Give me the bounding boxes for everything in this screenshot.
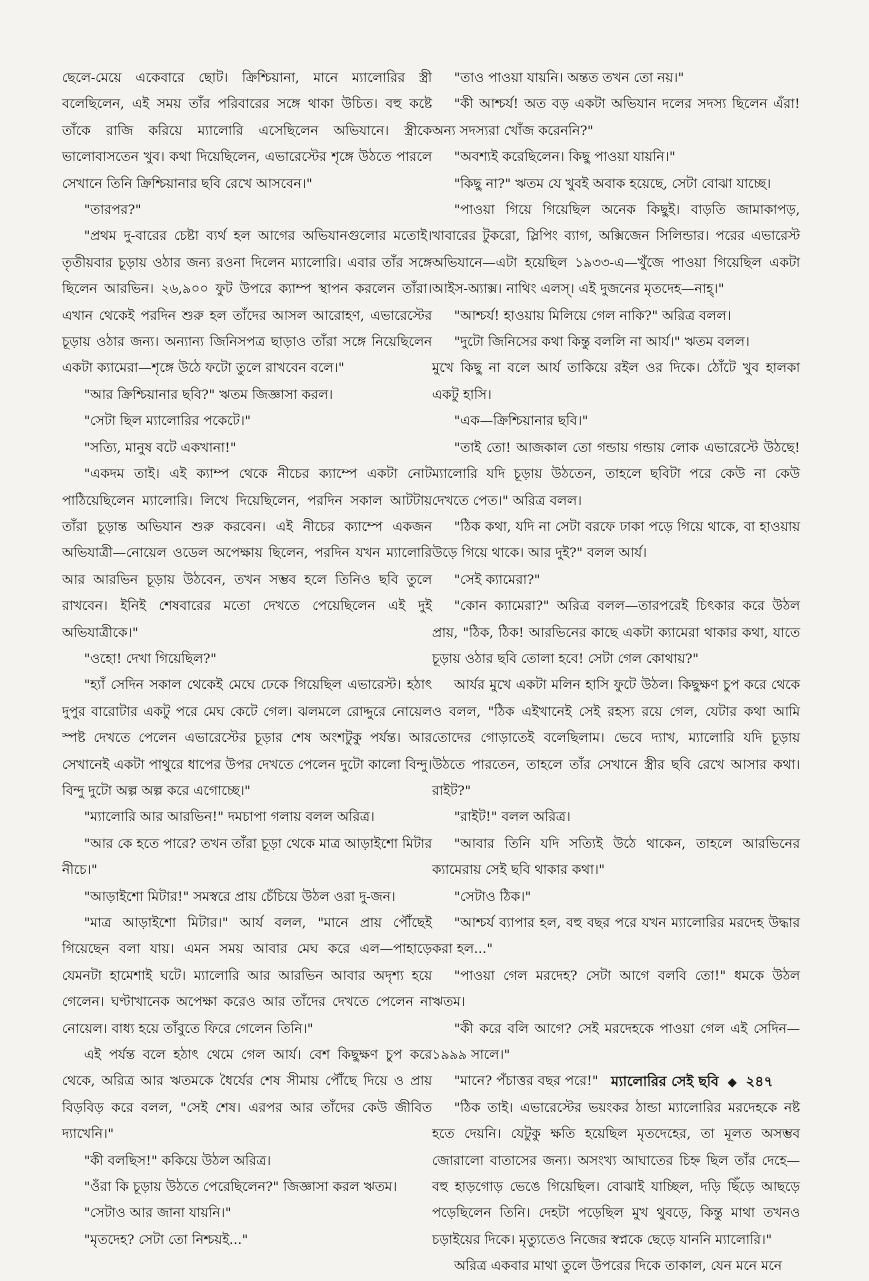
paragraph: "হ্যাঁ সেদিন সকাল থেকেই মেঘে ঢেকে গিয়েছিল এভারেস্ট। হঠাৎ দুপুর বারোটার একটু পরে মেঘ কেটে গেল। ঝলমলে রোদ্দুরে নোয়েল স্পষ্ট দেখতে পেলেন এভারেস্টের চূড়ার শেষ অংশটুকু পর্যন্ত। আর সেখানেই একটা পাথুরে ধাপের উপর দেখতে পেলেন দুটো কালো বিন্দু। বিন্দু দুটো অল্প অল্প করে এগোচ্ছে।": [62, 678, 432, 799]
paragraph: "আশ্চর্য! হাওয়ায় মিলিয়ে গেল নাকি?" অরিত্র বলল।: [454, 308, 732, 324]
left-text-column: [62, 66, 432, 1254]
right-text-column: [432, 66, 800, 1281]
paragraph: "আশ্চর্য ব্যাপার হল, বহু বছর পরে যখন ম্যালোরির মরদেহ উদ্ধার করা হল...": [432, 916, 800, 958]
paragraph: "তাই তো! আজকাল তো গন্ডায় গন্ডায় লোক এভারেস্টে উঠছে! ম্যালোরি যদি চূড়ায় উঠতেন, তাহলে ছবিটা পরে কেউ না কেউ দেখতে পেত।" অরিত্র বলল।: [432, 440, 800, 509]
paragraph: "ওঁরা কি চূড়ায় উঠতে পেরেছিলেন?" জিজ্ঞাসা করল ঋতম।: [84, 1180, 398, 1196]
paragraph: "কিছু না?" ঋতম যে খুবই অবাক হয়েছে, সেটা বোঝা যাচ্ছে।: [454, 176, 771, 192]
paragraph: "আড়াইশো মিটার!" সমস্বরে প্রায় চেঁচিয়ে উঠল ওরা দু-জন।: [84, 889, 396, 905]
paragraph: "মৃতদেহ? সেটা তো নিশ্চয়ই...": [84, 1232, 249, 1248]
paragraph: "ঠিক তাই। এভারেস্টের ভয়ংকর ঠান্ডা ম্যালোরির মরদেহকে নষ্ট হতে দেয়নি। যেটুকু ক্ষতি হয়েছিল মৃতদেহের, তা মূলত অসম্ভব জোরালো বাতাসের জন্য। অসংখ্য আঘাতের চিহ্ন ছিল তাঁর দেহে—বহু হাড়গোড় ভেঙে গিয়েছিল। বোঝাই যাচ্ছিল, দড়ি ছিঁড়ে আছড়ে পড়েছিলেন তিনি। দেহটা পড়েছিল মুখ থুবড়ে, কিন্তু মাথা তখনও চড়াইয়ের দিকে। মৃত্যুতেও নিজের স্বপ্নকে ছেড়ে যাননি ম্যালোরি।": [432, 1100, 800, 1248]
paragraph: "কী বলছিস!" ককিয়ে উঠল অরিত্র।: [84, 1153, 271, 1169]
paragraph: "একদম তাই। এই ক্যাম্প থেকে নীচের ক্যাম্পে একটা নোট পাঠিয়েছিলেন ম্যালোরি। লিখে দিয়েছিলেন, পরদিন সকাল আটটায় তাঁরা চূড়ান্ত অভিযান শুরু করবেন। এই নীচের ক্যাম্পে একজন অভিযাত্রী—নোয়েল ওডেল অপেক্ষায় ছিলেন, পরদিন যখন ম্যালোরি আর আরভিন চূড়ায় উঠবেন, তখন সম্ভব হলে তিনিও ছবি তুলে রাখবেন। ইনিই শেষবারের মতো দেখতে পেয়েছিলেন এই দুই অভিযাত্রীকে।": [62, 467, 432, 641]
paragraph: "আর ক্রিশ্চিয়ানার ছবি?" ঋতম জিজ্ঞাসা করল।: [84, 387, 333, 403]
paragraph: "সেই ক্যামেরা?": [454, 572, 541, 588]
paragraph: "এক—ক্রিশ্চিয়ানার ছবি।": [454, 414, 589, 430]
paragraph: "ওহো! দেখা গিয়েছিল?": [84, 651, 217, 667]
paragraph: "কী করে বলি আগে? সেই মরদেহকে পাওয়া গেল এই সেদিন—১৯৯৯ সালে।": [432, 1021, 800, 1064]
paragraph: "প্রথম দু-বারের চেষ্টা ব্যর্থ হল আগের অভিযানগুলোর মতোই। তৃতীয়বার চূড়ায় ওঠার জন্য রওনা দিলেন ম্যালোরি। এবার তাঁর সঙ্গে ছিলেন আরভিন। ২৬,৯০০ ফুট উপরে ক্যাম্প স্থাপন করলেন তাঁরা। এখান থেকেই পরদিন শুরু হল তাঁদের আসল আরোহণ, এভারেস্টের চূড়ায় ওঠার জন্য। অন্যান্য জিনিসপত্র ছাড়াও তাঁরা সঙ্গে নিয়েছিলেন একটা ক্যামেরা—শৃঙ্গে উঠে ফটো তুলে রাখবেন বলে।": [62, 229, 432, 377]
diamond-icon: ◆: [727, 1075, 737, 1089]
paragraph: "ঠিক কথা, যদি না সেটা বরফে ঢাকা পড়ে গিয়ে থাকে, বা হাওয়ায় উড়ে গিয়ে থাকে। আর দুই?" বলল আর্য।: [432, 519, 800, 562]
paragraph: "মানে? পঁচাত্তর বছর পরে!": [454, 1074, 599, 1090]
paragraph: ছেলে-মেয়ে একেবারে ছোট। ক্রিশ্চিয়ানা, মানে ম্যালোরির স্ত্রী বলেছিলেন, এই সময় তাঁর পরিবারের সঙ্গে থাকা উচিত। বহু কষ্টে তাঁকে রাজি করিয়ে ম্যালোরি এসেছিলেন অভিযানে। স্ত্রীকে ভালোবাসতেন খুব। কথা দিয়েছিলেন, এভারেস্টের শৃঙ্গে উঠতে পারলে সেখানে তিনি ক্রিশ্চিয়ানার ছবি রেখে আসবেন।": [62, 71, 432, 192]
paragraph: মুখে কিছু না বলে আর্য তাকিয়ে রইল ওর দিকে। ঠোঁটে খুব হালকা একটু হাসি।: [432, 361, 800, 403]
paragraph: "সেটাও ঠিক।": [454, 889, 532, 905]
paragraph: "সেটাও আর জানা যায়নি।": [84, 1206, 232, 1222]
paragraph: "আবার তিনি যদি সত্যিই উঠে থাকেন, তাহলে আরভিনের ক্যামেরায় সেই ছবি থাকার কথা।": [432, 836, 800, 879]
paragraph: আর্যর মুখে একটা মলিন হাসি ফুটে উঠল। কিছুক্ষণ চুপ করে থেকে ও বলল, "ঠিক এইখানেই সেই রহস্য রয়ে গেল, যেটার কথা আমি তোদের গোড়াতেই বলেছিলাম। ভেবে দ্যাখ, ম্যালোরি যদি চূড়ায় উঠতে পারতেন, তাহলে তাঁর সেখানে স্ত্রীর ছবি রেখে আসার কথা। রাইট?": [432, 678, 800, 799]
paragraph: "সেটা ছিল ম্যালোরির পকেটে।": [84, 414, 251, 430]
running-title: ম্যালোরির সেই ছবি: [611, 1074, 719, 1090]
page-footer: [611, 1070, 773, 1094]
paragraph: "মাত্র আড়াইশো মিটার।" আর্য বলল, "মানে প্রায় পৌঁছেই গিয়েছেন বলা যায়। এমন সময় আবার মেঘ করে এল—পাহাড়ে যেমনটা হামেশাই ঘটে। ম্যালোরি আর আরভিন আবার অদৃশ্য হয়ে গেলেন। ঘণ্টাখানেক অপেক্ষা করেও আর তাঁদের দেখতে পেলেন না নোয়েল। বাধ্য হয়ে তাঁবুতে ফিরে গেলেন তিনি।": [62, 916, 432, 1037]
paragraph: "তারপর?": [84, 203, 142, 219]
paragraph: "ম্যালোরি আর আরভিন!" দমচাপা গলায় বলল অরিত্র।: [84, 810, 375, 826]
paragraph: "দুটো জিনিসের কথা কিন্তু বললি না আর্য।" ঋতম বলল।: [454, 335, 750, 351]
paragraph: এই পর্যন্ত বলে হঠাৎ থেমে গেল আর্য। বেশ কিছুক্ষণ চুপ করে থেকে, অরিত্র আর ঋতমকে ধৈর্যের শেষ সীমায় পৌঁছে দিয়ে ও প্রায় বিড়বিড় করে বলল, "সেই শেষ। এরপর আর তাঁদের কেউ জীবিত দ্যাখেনি।": [62, 1048, 432, 1143]
paragraph: "আর কে হতে পারে? তখন তাঁরা চূড়া থেকে মাত্র আড়াইশো মিটার নীচে।": [62, 836, 432, 879]
paragraph: "তাও পাওয়া যায়নি। অন্তত তখন তো নয়।": [454, 71, 685, 86]
page-number: ২৪৭: [745, 1074, 773, 1090]
paragraph: "পাওয়া গিয়ে গিয়েছিল অনেক কিছুই। বাড়তি জামাকাপড়, খাবারের টুকরো, স্লিপিং ব্যাগ, অক্সিজেন সিলিন্ডার। পরের এভারেস্ট অভিযানে—এটা হয়েছিল ১৯৩৩-এ—খুঁজে পাওয়া গিয়েছিল একটা আইস-অ্যাক্স। নাথিং এলস্। এই দুজনের মৃতদেহ—নাহ্।": [432, 203, 800, 298]
paragraph: "সত্যি, মানুষ বটে একখানা!": [84, 440, 237, 456]
paragraph: "কোন ক্যামেরা?" অরিত্র বলল—তারপরেই চিৎকার করে উঠল প্রায়, "ঠিক, ঠিক! আরভিনের কাছে একটা ক্যামেরা থাকার কথা, যাতে চূড়ায় ওঠার ছবি তোলা হবে! সেটা গেল কোথায়?": [432, 599, 800, 667]
paragraph: "অবশ্যই করেছিলেন। কিছু পাওয়া যায়নি।": [454, 150, 676, 166]
paragraph: অরিত্র একবার মাথা তুলে উপরের দিকে তাকাল, যেন মনে মনে: [454, 1259, 782, 1275]
paragraph: "রাইট!" বলল অরিত্র।: [454, 810, 571, 826]
paragraph: "কী আশ্চর্য! অত বড় একটা অভিযান দলের সদস্য ছিলেন এঁরা! অন্য সদস্যরা খোঁজ করেননি?": [432, 97, 800, 139]
paragraph: "পাওয়া গেল মরদেহ? সেটা আগে বলবি তো!" ধমকে উঠল ঋতম।: [432, 968, 800, 1011]
